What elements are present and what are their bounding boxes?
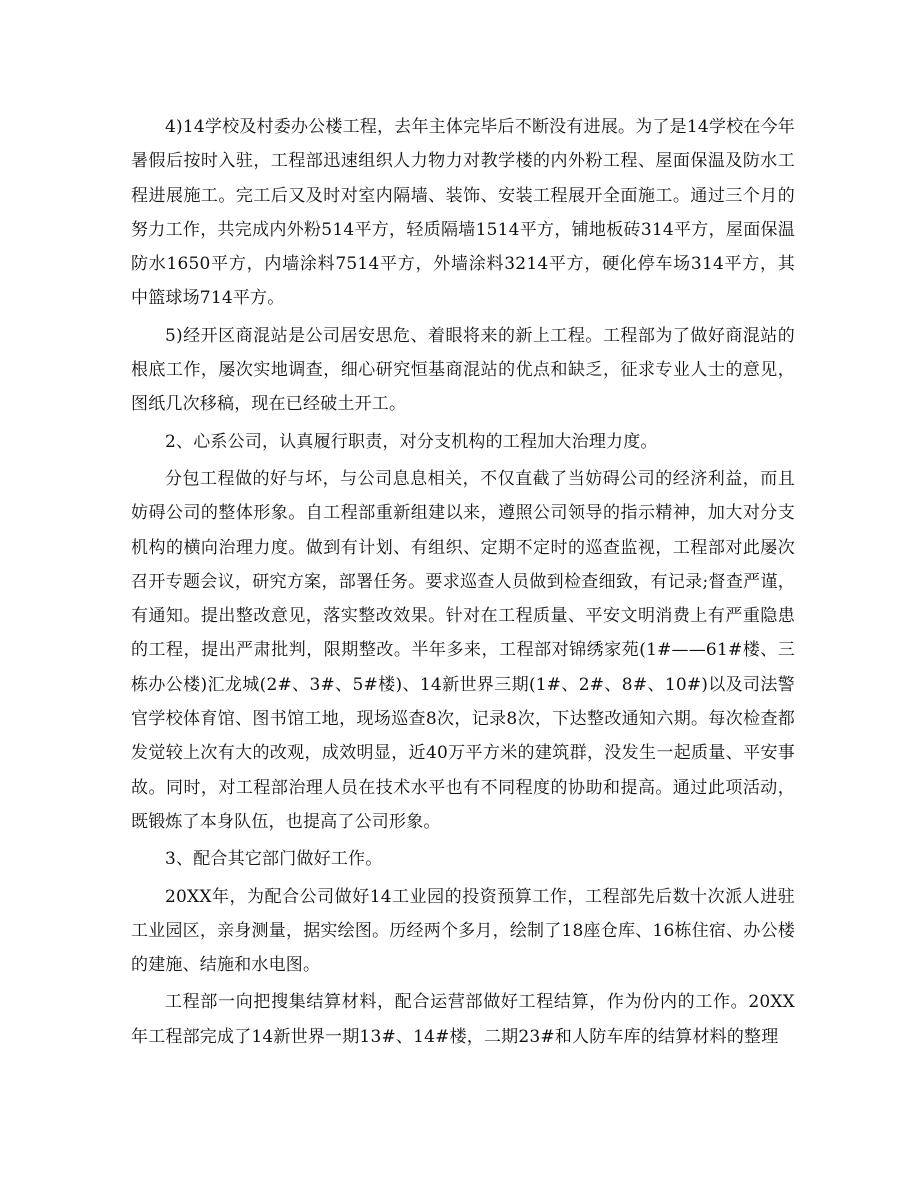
- paragraph-industrial-park: 20XX年，为配合公司做好14工业园的投资预算工作，工程部先后数十次派人进驻工业园区，亲身测量，据实绘图。历经两个多月，绘制了18座仓库、16栋住宿、办公楼的建施、结施和水电图。: [131, 886, 795, 976]
- paragraph-school-office-project: 4)14学校及村委办公楼工程，去年主体完毕后不断没有进展。为了是14学校在今年暑假后按时入驻，工程部迅速组织人力物力对教学楼的内外粉工程、屋面保温及防水工程进展施工。完工后又及时对室内隔墙、装饰、安装工程展开全面施工。通过三个月的努力工作，共完成内外粉514平方，轻质隔墙1514平方，铺地板砖314平方，屋面保温防水1650平方，内墙涂料7514平方，外墙涂料3214平方，硬化停车场314平方，其中篮球场714平方。: [131, 117, 795, 309]
- document-body: [131, 110, 795, 1054]
- paragraph-concrete-station: 5)经开区商混站是公司居安思危、着眼将来的新上工程。工程部为了做好商混站的根底工作，屡次实地调查，细心研究恒基商混站的优点和缺乏，征求专业人士的意见，图纸几次移稿，现在已经破土开工。: [131, 325, 795, 415]
- paragraph-settlement-materials: 工程部一向把搜集结算材料，配合运营部做好工程结算，作为份内的工作。20XX年工程部完成了14新世界一期13#、14#楼，二期23#和人防车库的结算材料的整理: [131, 992, 795, 1047]
- section-heading-2: 2、心系公司，认真履行职责，对分支机构的工程加大治理力度。: [165, 431, 658, 452]
- section-heading-3: 3、配合其它部门做好工作。: [165, 849, 383, 870]
- paragraph-subcontract-management: 分包工程做的好与坏，与公司息息相关，不仅直截了当妨碍公司的经济利益，而且妨碍公司的整体形象。自工程部重新组建以来，遵照公司领导的指示精神，加大对分支机构的横向治理力度。做到有计划、有组织、定期不定时的巡查监视，工程部对此屡次召开专题会议，研究方案，部署任务。要求巡查人员做到检查细致，有记录;督查严谨，有通知。提出整改意见，落实整改效果。针对在工程质量、平安文明消费上有严重隐患的工程，提出严肃批判，限期整改。半年多来，工程部对锦绣家苑(1#——61#楼、三栋办公楼)汇龙城(2#、3#、5#楼)、14新世界三期(1#、2#、8#、10#)以及司法警官学校体育馆、图书馆工地，现场巡查8次，记录8次，下达整改通知六期。每次检查都发觉较上次有大的改观，成效明显，近40万平方米的建筑群，没发生一起质量、平安事故。同时，对工程部治理人员在技术水平也有不同程度的协助和提高。通过此项活动，既锻炼了本身队伍，也提高了公司形象。: [131, 468, 795, 832]
